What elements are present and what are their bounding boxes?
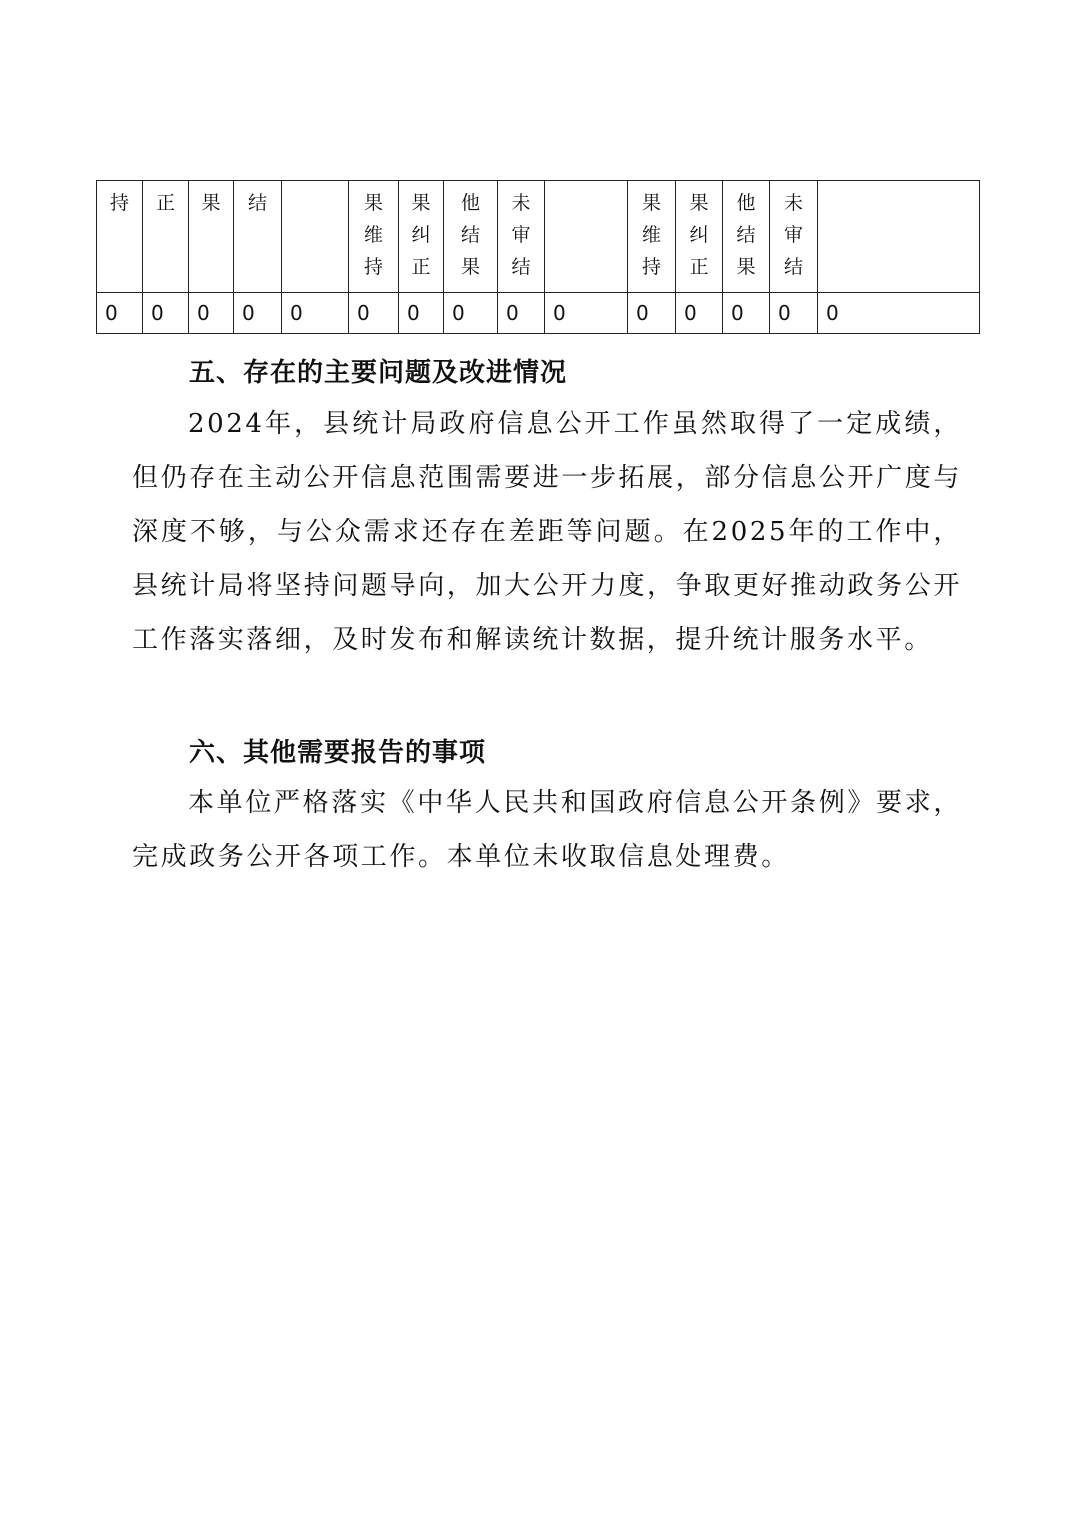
table-value-cell: 0 (770, 293, 818, 334)
table-header-cell (189, 181, 234, 293)
table-header-cell (234, 181, 282, 293)
table-value-cell: 0 (399, 293, 444, 334)
table-value-cell: 0 (282, 293, 349, 334)
header-char: 结 (736, 224, 756, 246)
table-header-cell (282, 181, 349, 293)
header-char: 未 (511, 192, 531, 214)
table-value-cell: 0 (628, 293, 676, 334)
header-char: 审 (511, 224, 531, 246)
table-header-cell (444, 181, 498, 293)
header-char: 结 (247, 192, 267, 214)
table-value-cell: 0 (676, 293, 723, 334)
header-char: 正 (411, 256, 431, 278)
header-char: 正 (155, 192, 175, 214)
header-char: 他 (460, 192, 480, 214)
header-char: 果 (641, 192, 661, 214)
header-char: 审 (783, 224, 803, 246)
table-header-cell (349, 181, 399, 293)
header-char: 果 (411, 192, 431, 214)
table-header-cell (723, 181, 770, 293)
header-char: 他 (736, 192, 756, 214)
table-value-cell: 0 (349, 293, 399, 334)
table-value-cell: 0 (498, 293, 545, 334)
table-header-cell (818, 181, 980, 293)
header-char: 持 (109, 192, 129, 214)
section6-heading: 六、其他需要报告的事项 (189, 738, 487, 768)
table-value-cell: 0 (97, 293, 143, 334)
table-header-cell (628, 181, 676, 293)
table-value-cell: 0 (818, 293, 980, 334)
table-header-cell (676, 181, 723, 293)
table-value-cell: 0 (723, 293, 770, 334)
table-header-cell (97, 181, 143, 293)
header-char: 维 (641, 224, 661, 246)
table-value-cell: 0 (444, 293, 498, 334)
header-char: 未 (783, 192, 803, 214)
header-char: 纠 (411, 224, 431, 246)
section6-paragraph: 本单位严格落实《中华人民共和国政府信息公开条例》要求，完成政务公开各项工作。本单位未收取信息处理费。 (132, 788, 962, 872)
table-header-cell (545, 181, 628, 293)
header-char: 果 (460, 256, 480, 278)
header-char: 纠 (689, 224, 709, 246)
section5-heading: 五、存在的主要问题及改进情况 (189, 358, 568, 388)
header-char: 正 (689, 256, 709, 278)
table-value-cell: 0 (545, 293, 628, 334)
table-header-cell (143, 181, 189, 293)
table-header-cell (498, 181, 545, 293)
header-char: 结 (511, 256, 531, 278)
header-char: 果 (201, 192, 221, 214)
header-char: 果 (689, 192, 709, 214)
table-value-cell: 0 (189, 293, 234, 334)
header-char: 持 (641, 256, 661, 278)
table-value-row (97, 293, 980, 334)
statistics-table (96, 180, 980, 334)
table-header-cell (770, 181, 818, 293)
header-char: 结 (460, 224, 480, 246)
header-char: 维 (363, 224, 383, 246)
section5-paragraph: 2024年，县统计局政府信息公开工作虽然取得了一定成绩，但仍存在主动公开信息范围需要进一步拓展，部分信息公开广度与深度不够，与公众需求还存在差距等问题。在2025年的工作中，县统计局将坚持问题导向，加大公开力度，争取更好推动政务公开工作落实落细，及时发布和解读统计数据，提升统计服务水平。 (132, 409, 962, 655)
table-header-cell (399, 181, 444, 293)
header-char: 果 (736, 256, 756, 278)
table-value-cell: 0 (234, 293, 282, 334)
table-header-row (97, 181, 980, 293)
header-char: 持 (363, 256, 383, 278)
table-value-cell: 0 (143, 293, 189, 334)
header-char: 结 (783, 256, 803, 278)
header-char: 果 (363, 192, 383, 214)
